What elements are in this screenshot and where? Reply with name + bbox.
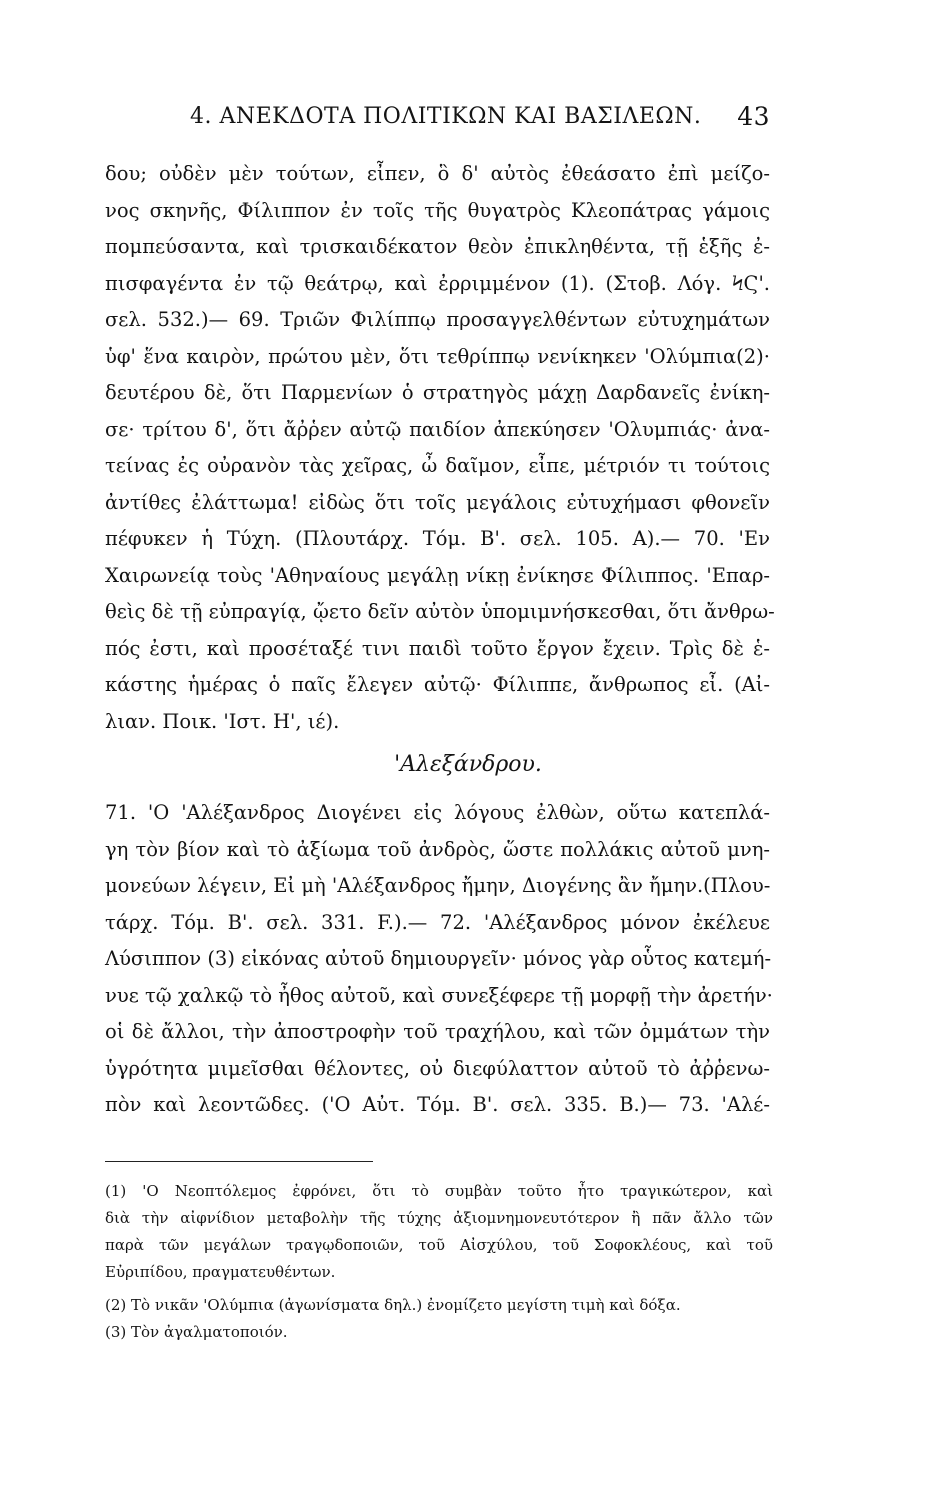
text-line: ὑφ' ἕνα καιρὸν, πρώτου μὲν, ὅτι τεθρίππῳ νενίκηκεν 'Ολύμπια(2)· [105,344,770,368]
text-line: λιαν. Ποικ. 'Ιστ. Η', ιέ). [105,709,340,733]
text-line: σε· τρίτου δ', ὅτι ἄῤῥεν αὐτῷ παιδίον ἀπεκύησεν 'Ολυμπιάς· ἀνα- [105,417,770,441]
main-text-block [105,156,775,740]
text-line: Λύσιππον (3) εἰκόνας αὐτοῦ δημιουργεῖν· μόνος γὰρ οὗτος κατεμή- [105,947,772,970]
footnote-line: Εὐριπίδου, πραγματευθέντων. [105,1263,336,1281]
footnote-line: (1) 'Ο Νεοπτόλεμος ἐφρόνει, ὅτι τὸ συμβὰν τοῦτο ἦτο τραγικώτερον, καὶ [105,1182,773,1200]
text-line: γη τὸν βίον καὶ τὸ ἀξίωμα τοῦ ἀνδρὸς, ὥστε πολλάκις αὐτοῦ μνη- [105,837,770,861]
chapter-title: 4. ΑΝΕΚΔΟΤΑ ΠΟΛΙΤΙΚΩΝ ΚΑΙ ΒΑΣΙΛΕΩΝ. [190,104,702,129]
text-line: πέφυκεν ἡ Τύχη. (Πλουτάρχ. Τόμ. Β'. σελ. 105. Α).— 70. 'Εν [105,527,770,550]
text-line: τάρχ. Τόμ. Β'. σελ. 331. F.).— 72. 'Αλέξανδρος μόνον ἐκέλευε [105,910,770,934]
text-line: 71. 'Ο 'Αλέξανδρος Διογένει εἰς λόγους ἐλθὼν, οὕτω κατεπλά- [105,801,770,824]
footnotes [105,1178,773,1346]
footnote-2: (2) Τὸ νικᾶν 'Ολύμπια (ἀγωνίσματα δηλ.) ἐνομίζετο μεγίστη τιμὴ καὶ δόξα. [105,1296,681,1314]
text-line: ἀντίθες ἐλάττωμα! εἰδὼς ὅτι τοῖς μεγάλοις εὐτυχήμασι φθονεῖν [105,490,770,514]
text-line: θεὶς δὲ τῇ εὐπραγίᾳ, ᾤετο δεῖν αὐτὸν ὑπομιμνήσκεσθαι, ὅτι ἄνθρω- [105,600,775,623]
text-line: ὑγρότητα μιμεῖσθαι θέλοντες, οὐ διεφύλαττον αὐτοῦ τὸ ἀῤῥενω- [105,1056,770,1080]
text-line: νος σκηνῆς, Φίλιππον ἐν τοῖς τῆς θυγατρὸς Κλεοπάτρας γάμοις [105,198,770,222]
section-heading: 'Αλεξάνδρου. [394,752,542,777]
text-line: δου; οὐδὲν μὲν τούτων, εἶπεν, ὃ δ' αὐτὸς ἐθεάσατο ἐπὶ μείζο- [105,162,770,185]
text-line: σελ. 532.)— 69. Τριῶν Φιλίππῳ προσαγγελθέντων εὐτυχημάτων [105,308,770,331]
text-line: οἱ δὲ ἄλλοι, τὴν ἀποστροφὴν τοῦ τραχήλου, καὶ τῶν ὀμμάτων τὴν [105,1020,770,1043]
running-header [190,104,770,138]
text-line: πὸν καὶ λεοντῶδες. ('Ο Αὐτ. Τόμ. Β'. σελ. 335. Β.)— 73. 'Αλέ- [105,1093,770,1116]
text-line: πισφαγέντα ἐν τῷ θεάτρῳ, καὶ ἐρριμμένον (1). (Στοβ. Λόγ. ϞϚ'. [105,271,770,295]
text-line: μονεύων λέγειν, Εἰ μὴ 'Αλέξανδρος ἤμην, Διογένης ἂν ἤμην.(Πλου- [105,874,771,897]
text-line: δευτέρου δὲ, ὅτι Παρμενίων ὁ στρατηγὸς μάχῃ Δαρδανεῖς ἐνίκη- [105,381,770,404]
page-number: 43 [737,102,770,131]
text-line: πός ἐστι, καὶ προσέταξέ τινι παιδὶ τοῦτο ἔργον ἔχειν. Τρὶς δὲ ἑ- [105,636,770,660]
text-line: νυε τῷ χαλκῷ τὸ ἦθος αὐτοῦ, καὶ συνεξέφερε τῇ μορφῇ τὴν ἀρετήν· [105,983,773,1007]
footnote-line: παρὰ τῶν μεγάλων τραγῳδοποιῶν, τοῦ Αἰσχύλου, τοῦ Σοφοκλέους, καὶ τοῦ [105,1236,773,1254]
text-line: τείνας ἐς οὐρανὸν τὰς χεῖρας, ὦ δαῖμον, εἶπε, μέτριόν τι τούτοις [105,454,770,477]
footnote-line: διὰ τὴν αἰφνίδιον μεταβολὴν τῆς τύχης ἀξιομνημονευτότερον ἢ πᾶν ἄλλο τῶν [105,1209,773,1227]
footnote-divider [105,1161,373,1162]
text-line: πομπεύσαντα, καὶ τρισκαιδέκατον θεὸν ἐπικληθέντα, τῇ ἑξῆς ἐ- [105,235,770,258]
section-text-block [105,795,773,1124]
footnote-3: (3) Τὸν ἀγαλματοποιόν. [105,1323,288,1341]
text-line: Χαιρωνείᾳ τοὺς 'Αθηναίους μεγάλῃ νίκῃ ἐνίκησε Φίλιππος. 'Επαρ- [105,563,770,587]
text-line: κάστης ἡμέρας ὁ παῖς ἔλεγεν αὐτῷ· Φίλιππε, ἄνθρωπος εἶ. (Αἰ- [105,673,770,696]
